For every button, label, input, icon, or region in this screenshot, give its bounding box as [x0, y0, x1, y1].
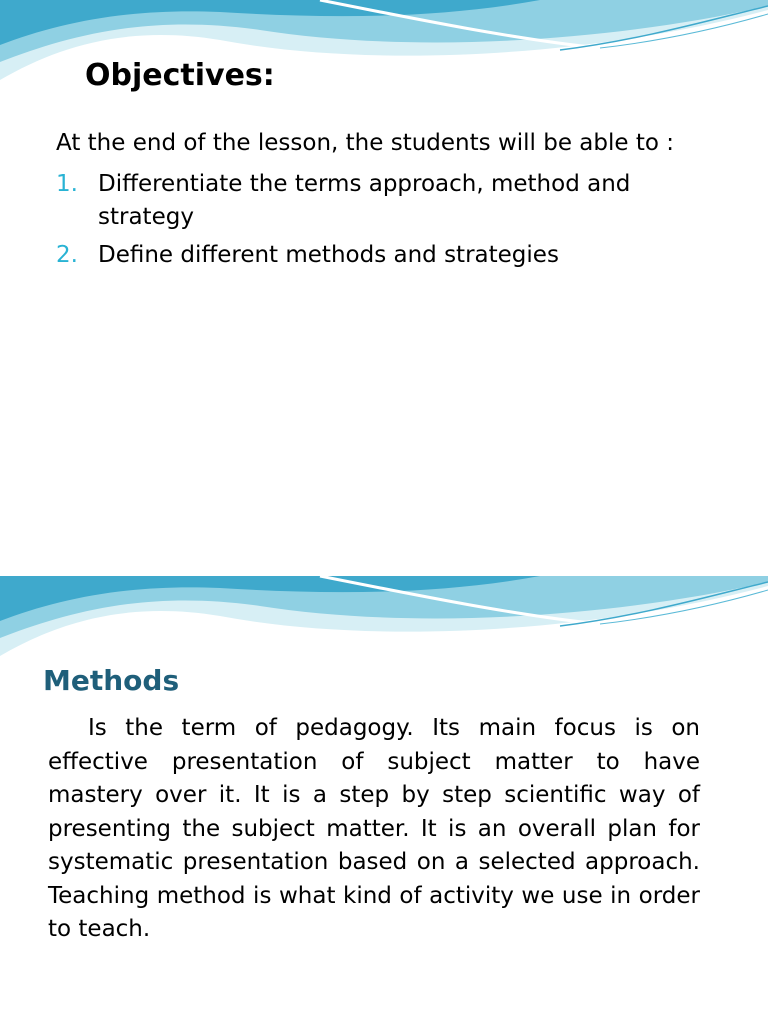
slide-methods — [0, 576, 768, 1024]
list-text: Define different methods and strategies — [98, 242, 559, 268]
list-item — [56, 168, 716, 234]
intro-text: At the end of the lesson, the students will be able to : — [56, 130, 674, 156]
list-item — [56, 239, 716, 272]
list-number: 2. — [56, 242, 78, 268]
slide-title: Methods — [43, 664, 180, 697]
objectives-list — [56, 168, 716, 277]
header-wave-decoration — [0, 576, 768, 666]
list-text: Differentiate the terms approach, method and strategy — [98, 171, 631, 230]
slide-title: Objectives: — [85, 58, 275, 93]
list-number: 1. — [56, 171, 78, 197]
methods-paragraph: Is the term of pedagogy. Its main focus is on effective presentation of subject matter to have mastery over it. It is a step by step scientific way of presenting the subject matter. It is an overall plan for systematic presentation based on a selected approach. Teaching method is what kind of activity we use in order to teach. — [48, 715, 700, 942]
